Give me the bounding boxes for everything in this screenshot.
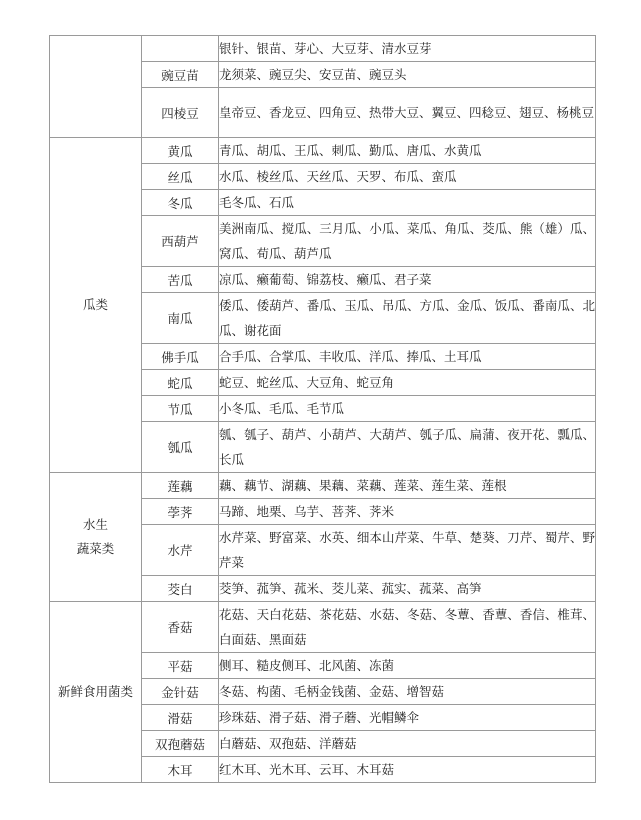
vegetable-name-cell: 苦瓜: [142, 267, 219, 293]
alias-list-cell: 冬菇、构菌、毛柄金钱菌、金菇、增智菇: [219, 679, 596, 705]
category-cell: [50, 473, 142, 602]
vegetable-name-cell: 佛手瓜: [142, 344, 219, 370]
vegetable-name-cell: 木耳: [142, 757, 219, 783]
vegetable-name-cell: 黄瓜: [142, 138, 219, 164]
alias-list-cell: 龙须菜、豌豆尖、安豆苗、豌豆头: [219, 62, 596, 88]
alias-list-cell: 红木耳、光木耳、云耳、木耳菇: [219, 757, 596, 783]
table-row: [50, 138, 596, 164]
vegetable-name-cell: 双孢蘑菇: [142, 731, 219, 757]
alias-list-cell: 青瓜、胡瓜、王瓜、刺瓜、勤瓜、唐瓜、水黄瓜: [219, 138, 596, 164]
alias-list-cell: 藕、藕节、湖藕、果藕、菜藕、莲菜、莲生菜、莲根: [219, 473, 596, 499]
alias-list-cell: 水瓜、棱丝瓜、天丝瓜、天罗、布瓜、蛮瓜: [219, 164, 596, 190]
vegetable-alias-table: [49, 35, 596, 783]
alias-list-cell: 皇帝豆、香龙豆、四角豆、热带大豆、翼豆、四稔豆、翅豆、杨桃豆: [219, 88, 596, 138]
vegetable-name-cell: 水芹: [142, 525, 219, 576]
alias-list-cell: 银针、银苗、芽心、大豆芽、清水豆芽: [219, 36, 596, 62]
vegetable-name-cell: 荸荠: [142, 499, 219, 525]
vegetable-name-cell: 冬瓜: [142, 190, 219, 216]
alias-list-cell: 白蘑菇、双孢菇、洋蘑菇: [219, 731, 596, 757]
alias-list-cell: 马蹄、地栗、乌芋、菩荠、荠米: [219, 499, 596, 525]
alias-list-cell: 倭瓜、倭葫芦、番瓜、玉瓜、吊瓜、方瓜、金瓜、饭瓜、番南瓜、北瓜、谢花面: [219, 293, 596, 344]
vegetable-name-cell: 丝瓜: [142, 164, 219, 190]
vegetable-name-cell: 金针菇: [142, 679, 219, 705]
vegetable-name-cell: 茭白: [142, 576, 219, 602]
vegetable-name-cell: 莲藕: [142, 473, 219, 499]
alias-list-cell: 瓠、瓠子、葫芦、小葫芦、大葫芦、瓠子瓜、扁蒲、夜开花、瓢瓜、长瓜: [219, 422, 596, 473]
category-label-line2: 蔬菜类: [76, 541, 115, 556]
alias-list-cell: 水芹菜、野富菜、水英、细本山芹菜、牛草、楚葵、刀芹、蜀芹、野芹菜: [219, 525, 596, 576]
category-cell: 新鲜食用菌类: [50, 602, 142, 783]
vegetable-name-cell: 南瓜: [142, 293, 219, 344]
vegetable-name-cell: 滑菇: [142, 705, 219, 731]
alias-list-cell: 毛冬瓜、石瓜: [219, 190, 596, 216]
alias-list-cell: 花菇、天白花菇、茶花菇、水菇、冬菇、冬蕈、香蕈、香信、椎茸、白面菇、黑面菇: [219, 602, 596, 653]
vegetable-name-cell: 豌豆苗: [142, 62, 219, 88]
vegetable-name-cell: 四棱豆: [142, 88, 219, 138]
category-cell: 瓜类: [50, 138, 142, 473]
table-row: [50, 36, 596, 62]
alias-list-cell: 蛇豆、蛇丝瓜、大豆角、蛇豆角: [219, 370, 596, 396]
category-label-line1: 水生: [82, 517, 108, 532]
alias-list-cell: 侧耳、糙皮侧耳、北风菌、冻菌: [219, 653, 596, 679]
vegetable-name-cell: [142, 36, 219, 62]
alias-list-cell: 茭笋、菰笋、菰米、茭儿菜、菰实、菰菜、高笋: [219, 576, 596, 602]
alias-list-cell: 小冬瓜、毛瓜、毛节瓜: [219, 396, 596, 422]
alias-list-cell: 合手瓜、合掌瓜、丰收瓜、洋瓜、捧瓜、土耳瓜: [219, 344, 596, 370]
table-row: [50, 602, 596, 653]
vegetable-name-cell: 香菇: [142, 602, 219, 653]
vegetable-name-cell: 节瓜: [142, 396, 219, 422]
table-body: [50, 36, 596, 783]
alias-list-cell: 美洲南瓜、搅瓜、三月瓜、小瓜、菜瓜、角瓜、茭瓜、熊（雄）瓜、窝瓜、荀瓜、葫芦瓜: [219, 216, 596, 267]
vegetable-name-cell: 蛇瓜: [142, 370, 219, 396]
alias-list-cell: 凉瓜、癞葡萄、锦荔枝、癞瓜、君子菜: [219, 267, 596, 293]
alias-list-cell: 珍珠菇、滑子菇、滑子蘑、光帽鳞伞: [219, 705, 596, 731]
category-cell: [50, 36, 142, 138]
vegetable-name-cell: 平菇: [142, 653, 219, 679]
vegetable-name-cell: 瓠瓜: [142, 422, 219, 473]
vegetable-name-cell: 西葫芦: [142, 216, 219, 267]
table-row: [50, 473, 596, 499]
